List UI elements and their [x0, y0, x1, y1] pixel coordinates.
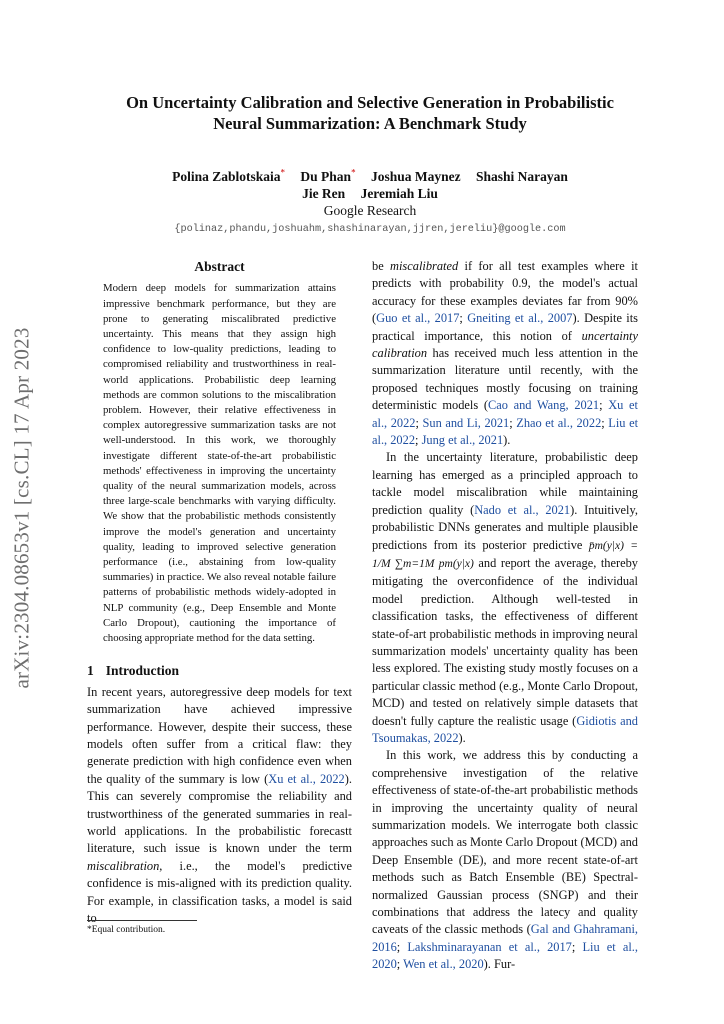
author-emails: {polinaz,phandu,joshuahm,shashinarayan,jjren,jereliu}@google.com [174, 223, 566, 235]
citation-link[interactable]: Guo et al., 2017 [376, 311, 460, 326]
paper-title [80, 92, 660, 134]
intro-paragraph-1-cont: be miscalibrated if for all test examples where it predicts with probability 0.9, the model's actual accuracy for these examples deviates far from 90% (Guo et al., 2017; Gneiting et al., 2007). Despite its practical importance, this notion of uncertainty calibration has received much less attention in the summarization literature until recently, with the proposed techniques mostly focusing on training deterministic models (Cao and Wang, 2021; Xu et al., 2022; Sun and Li, 2021; Zhao et al., 2022; Liu et al., 2022; Jung et al., 2021). [372, 259, 639, 448]
footnote [87, 920, 352, 936]
citation-link[interactable]: Nado et al., 2021 [474, 502, 571, 517]
posterior-formula: p̄m(y|x) = 1/M ∑m=1M pm(y|x) [372, 539, 638, 570]
left-column [87, 258, 352, 927]
author: Du Phan* [300, 167, 356, 184]
section-number: 1 [87, 663, 94, 679]
author: Shashi Narayan [475, 168, 568, 184]
intro-paragraph-1: In recent years, autoregressive deep models for text summarization have achieved impressive performance. However, despite their success, these models often suffer from a critical flaw: they generate prediction with high confidence even when the quality of the summary is low (Xu et al., 2022). This can severely compromise the reliability and trustworthiness of the generated summaries in real-world applications. In the probabilistic forecastt literature, such issue is known under the term miscalibration, i.e., the model's predictive confidence is mis-aligned with its prediction quality. For example, in classification tasks, a model is said to [87, 684, 352, 925]
right-column [372, 258, 638, 974]
footnote-rule [87, 920, 197, 921]
citation-link[interactable]: Jung et al., 2021 [421, 433, 504, 448]
citation-link[interactable]: Gal and Ghahramani, 2016 [372, 922, 638, 954]
citation-link[interactable]: Lakshminarayanan et al., 2017 [407, 939, 572, 954]
arxiv-id: arXiv:2304.08653v1 [cs.CL] 17 Apr 2023 [9, 327, 34, 689]
citation-link[interactable]: Zhao et al., 2022 [516, 415, 602, 430]
author-list [80, 164, 660, 202]
citation-link[interactable]: Liu et al., 2020 [372, 939, 638, 972]
abstract-text: Modern deep models for summarization attains impressive benchmark performance, but they are prone to generating miscalibrated predictive uncertainty. This means that they assign high confidence to low-quality predictions, leading to compromised reliability and trustworthiness in real-world applications. Probabilistic deep learning methods are common solutions to the miscalibration problem. However, their relative effectiveness in complex autoregressive summarization tasks are not well-understood. In this work, we thoroughly investigate different state-of-the-art probabilistic methods' effectiveness in improving the uncertainty quality of the neural summarization models, across three large-scale benchmarks with varying difficulty. We show that the probabilistic methods consistently improve the model's generation and uncertainty quality, leading to improved selective generation performance (i.e., abstaining from low-quality summaries) in practice. We also reveal notable failure patterns of probabilistic methods widely-adopted in NLP community (e.g., Deep Ensemble and Monte Carlo Dropout), cautioning the importance of choosing appropriate method for the data setting. [103, 282, 336, 645]
affiliation: Google Research [323, 202, 417, 218]
citation-link[interactable]: Wen et al., 2020 [403, 957, 484, 972]
section-heading-introduction [87, 662, 352, 679]
section-title: Introduction [105, 663, 180, 679]
citation-link[interactable]: Liu et al., 2022 [372, 415, 639, 448]
citation-link[interactable]: Cao and Wang, 2021 [487, 398, 600, 413]
abstract-heading: Abstract [194, 259, 245, 274]
title-line-1: On Uncertainty Calibration and Selective Generation in Probabilistic [126, 93, 614, 112]
author: Jie Ren [302, 185, 346, 201]
author: Joshua Maynez [370, 168, 461, 184]
intro-paragraph-2: In the uncertainty literature, probabilistic deep learning has emerged as a principled approach to tackle model miscalibration while maintaining prediction quality (Nado et al., 2021). Intuitively, probabilistic DNNs generates and multiple plausible predictions from its posterior predictive p̄m(y|x) = 1/M ∑m=1M pm(y|x) and report the average, thereby mitigating the overconfidence of the individual model prediction. Although well-tested in classification tasks, the effectiveness of different state-of-art probabilistic methods in improving neural summarization models' uncertainty quality has been less explored. The existing study mostly focuses on a particular classic method (e.g., Monte Carlo Dropout, MCD) and tested on relatively simple datasets that doesn't fully capture the realistic usage (Gidiotis and Tsoumakas, 2022). [372, 450, 638, 745]
citation-link[interactable]: Gidiotis and Tsoumakas, 2022 [372, 713, 638, 745]
author: Jeremiah Liu [360, 185, 438, 201]
footnote-text: *Equal contribution. [87, 925, 166, 935]
title-line-2: Neural Summarization: A Benchmark Study [213, 114, 527, 133]
citation-link[interactable]: Gneiting et al., 2007 [467, 311, 573, 326]
citation-link[interactable]: Sun and Li, 2021 [422, 415, 510, 430]
author: Polina Zablotskaia* [172, 167, 286, 184]
paper-header [80, 92, 660, 235]
citation-link[interactable]: Xu et al., 2022 [268, 771, 345, 786]
intro-paragraph-3: In this work, we address this by conducting a comprehensive investigation of the relative effectiveness of state-of-the-art probabilistic methods in improving the uncertainty quality of neural summarization models. We interrogate both classic approaches such as Monte Carlo Dropout (MCD) and Deep Ensemble (DE), and more recent state-of-art methods such as Batch Ensemble (BE) Spectral-normalized Gaussian process (SNGP) and their combinations that address the latecy and quality caveats of the classic methods (Gal and Ghahramani, 2016; Lakshminarayanan et al., 2017; Liu et al., 2020; Wen et al., 2020). Fur- [372, 748, 638, 972]
citation-link[interactable]: Xu et al., 2022 [372, 398, 638, 430]
arxiv-sidebar-stamp [2, 318, 42, 698]
